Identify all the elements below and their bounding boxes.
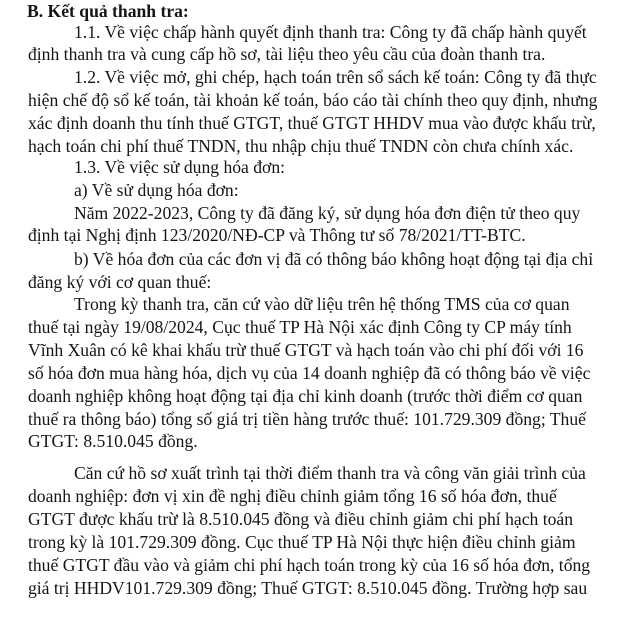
text-line-20: Căn cứ hồ sơ xuất trình tại thời điểm thanh tra và công văn giải trình của: [74, 463, 586, 483]
text-line-5: xác định doanh thu tính thuế GTGT, thuế GTGT HHDV mua vào được khấu trừ,: [28, 113, 596, 133]
text-line-1: 1.1. Về việc chấp hành quyết định thanh tra: Công ty đã chấp hành quyết: [74, 22, 587, 42]
section-title: B. Kết quả thanh tra:: [27, 1, 189, 21]
text-line-2: định thanh tra và cung cấp hồ sơ, tài liệu theo yêu cầu của đoàn thanh tra.: [28, 44, 546, 64]
text-line-3: 1.2. Về việc mở, ghi chép, hạch toán trên sổ sách kế toán: Công ty đã thực: [74, 67, 597, 87]
text-line-13: Trong kỳ thanh tra, căn cứ vào dữ liệu trên hệ thống TMS của cơ quan: [74, 294, 570, 314]
text-line-17: doanh nghiệp không hoạt động tại địa chỉ kinh doanh (trước thời điểm cơ quan: [28, 386, 583, 406]
text-line-16: số hóa đơn mua hàng hóa, dịch vụ của 14 doanh nghiệp đã có thông báo về việc: [28, 363, 591, 383]
text-line-9: Năm 2022-2023, Công ty đã đăng ký, sử dụng hóa đơn điện tử theo quy: [74, 203, 581, 223]
text-line-25: giá trị HHDV101.729.309 đồng; Thuế GTGT: 8.510.045 đồng. Trường hợp sau: [28, 578, 588, 598]
text-line-10: định tại Nghị định 123/2020/NĐ-CP và Thông tư số 78/2021/TT-BTC.: [28, 225, 526, 245]
text-line-6: hạch toán chi phí thuế TNDN, thu nhập chịu thuế TNDN còn chưa chính xác.: [28, 136, 574, 156]
text-line-8: a) Về sử dụng hóa đơn:: [74, 180, 239, 200]
text-line-12: đăng ký với cơ quan thuế:: [28, 272, 212, 292]
text-line-18: thuế ra thông báo) tổng số giá trị tiền hàng trước thuế: 101.729.309 đồng; Thuế: [28, 409, 586, 429]
text-line-23: trong kỳ là 101.729.309 đồng. Cục thuế TP Hà Nội thực hiện điều chỉnh giảm: [28, 532, 576, 552]
text-line-7: 1.3. Về việc sử dụng hóa đơn:: [74, 157, 286, 177]
text-line-15: Vĩnh Xuân có kê khai khấu trừ thuế GTGT và hạch toán vào chi phí đối với 16: [28, 340, 584, 360]
text-line-14: thuế tại ngày 19/08/2024, Cục thuế TP Hà Nội xác định Công ty CP máy tính: [28, 317, 572, 337]
text-line-11: b) Về hóa đơn của các đơn vị đã có thông báo không hoạt động tại địa chỉ: [74, 249, 594, 269]
text-line-4: hiện chế độ sổ kế toán, tài khoản kế toán, báo cáo tài chính theo quy định, nhưng: [28, 90, 598, 110]
text-line-19: GTGT: 8.510.045 đồng.: [28, 431, 198, 451]
text-line-24: thuế GTGT đầu vào và giảm chi phí hạch toán trong kỳ của 16 số hóa đơn, tổng: [28, 555, 591, 575]
text-line-21: doanh nghiệp: đơn vị xin đề nghị điều chỉnh giảm tổng 16 số hóa đơn, thuế: [28, 486, 557, 506]
text-line-22: GTGT được khấu trừ là 8.510.045 đồng và điều chỉnh giảm chi phí hạch toán: [28, 509, 573, 529]
